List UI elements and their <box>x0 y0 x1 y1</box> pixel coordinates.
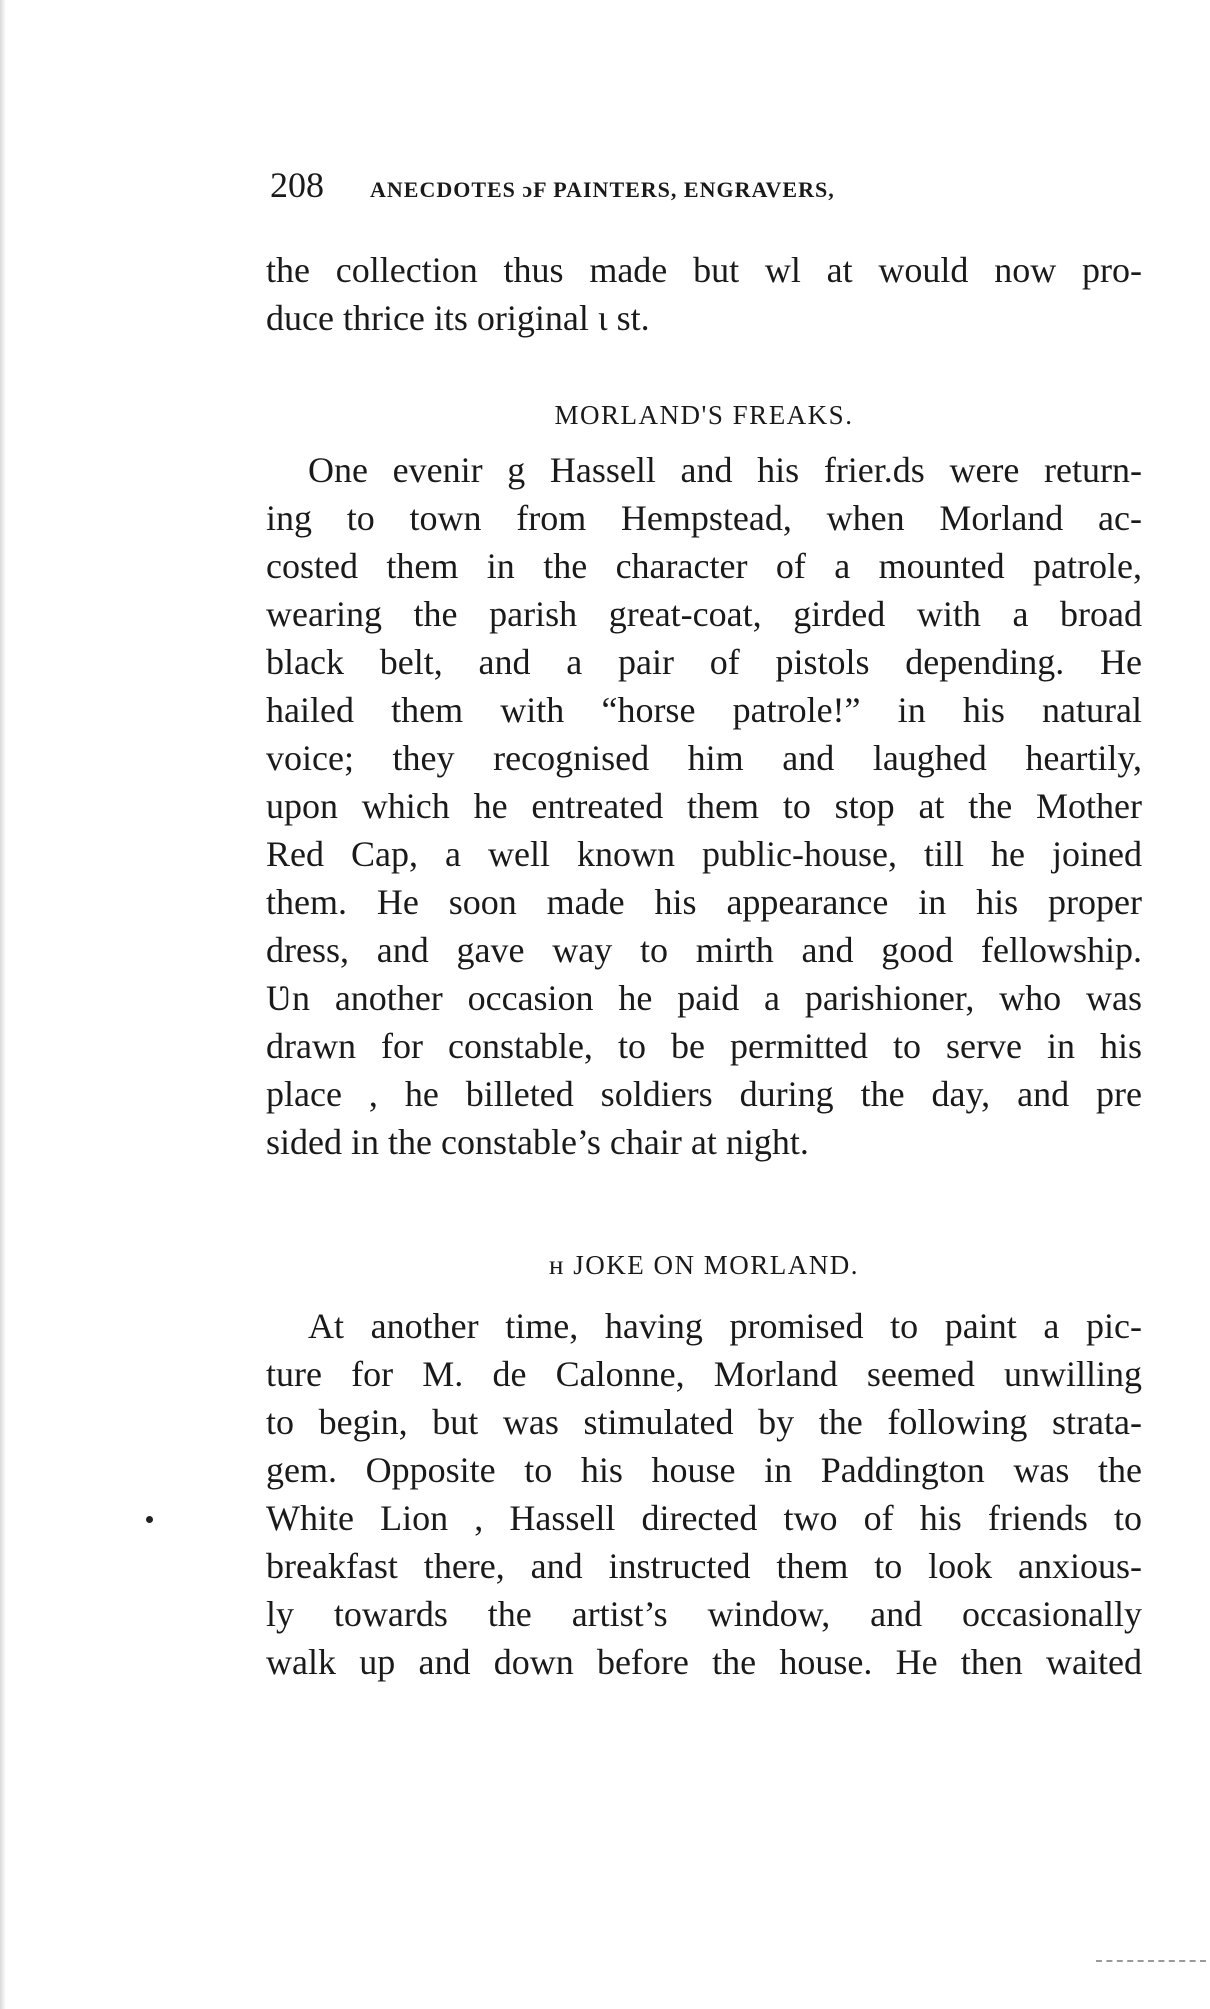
text-line: costed them in the character of a mounted patrole, <box>266 546 1142 586</box>
page-binding-edge <box>0 0 6 2009</box>
joke-on-morland-paragraph <box>266 1302 1142 1686</box>
text-line: gem. Opposite to his house in Paddington was the <box>266 1450 1142 1490</box>
text-line: ly towards the artist’s window, and occasionally <box>266 1594 1142 1634</box>
morlands-freaks-paragraph <box>266 446 1142 1166</box>
text-line: ing to town from Hempstead, when Morland ac- <box>266 498 1142 538</box>
intro-paragraph <box>266 246 1142 342</box>
page-number: 208 <box>270 165 324 205</box>
text-line: hailed them with “horse patrole!” in his natural <box>266 690 1142 730</box>
text-line: dress, and gave way to mirth and good fellowship. <box>266 930 1142 970</box>
section-heading-morlands-freaks: MORLAND'S FREAKS. <box>554 400 854 430</box>
text-line: At another time, having promised to paint a pic- <box>308 1306 1142 1346</box>
text-line: walk up and down before the house. He then waited <box>266 1642 1142 1682</box>
text-line: One evenir g Hassell and his frier.ds were return- <box>308 450 1142 490</box>
text-line: black belt, and a pair of pistols depending. He <box>266 642 1142 682</box>
text-line: ture for M. de Calonne, Morland seemed unwilling <box>266 1354 1142 1394</box>
running-header <box>270 164 1030 206</box>
text-line: Ʋn another occasion he paid a parishioner, who was <box>266 978 1142 1018</box>
text-line: breakfast there, and instructed them to look anxious- <box>266 1546 1142 1586</box>
section-heading-joke-on-morland: ʜ JOKE ON MORLAND. <box>549 1250 859 1280</box>
text-line: wearing the parish great-coat, girded with a broad <box>266 594 1142 634</box>
text-line: White Lion , Hassell directed two of his friends to <box>266 1498 1142 1538</box>
text-line: duce thrice its original ɩ st. <box>266 298 650 338</box>
text-line: drawn for constable, to be permitted to serve in his <box>266 1026 1142 1066</box>
page-fold-mark <box>1096 1960 1206 1962</box>
text-line: sided in the constable’s chair at night. <box>266 1122 809 1162</box>
text-line: voice; they recognised him and laughed heartily, <box>266 738 1142 778</box>
text-line: place , he billeted soldiers during the day, and pre <box>266 1074 1142 1114</box>
text-line: the collection thus made but wl at would now pro- <box>266 250 1142 290</box>
text-line: upon which he entreated them to stop at the Mother <box>266 786 1142 826</box>
scan-speck <box>146 1516 153 1523</box>
text-line: to begin, but was stimulated by the following strata- <box>266 1402 1142 1442</box>
running-title: ANECDOTES ɔF PAINTERS, ENGRAVERS, <box>370 177 835 202</box>
text-line: them. He soon made his appearance in his proper <box>266 882 1142 922</box>
text-line: Red Cap, a well known public-house, till he joined <box>266 834 1142 874</box>
